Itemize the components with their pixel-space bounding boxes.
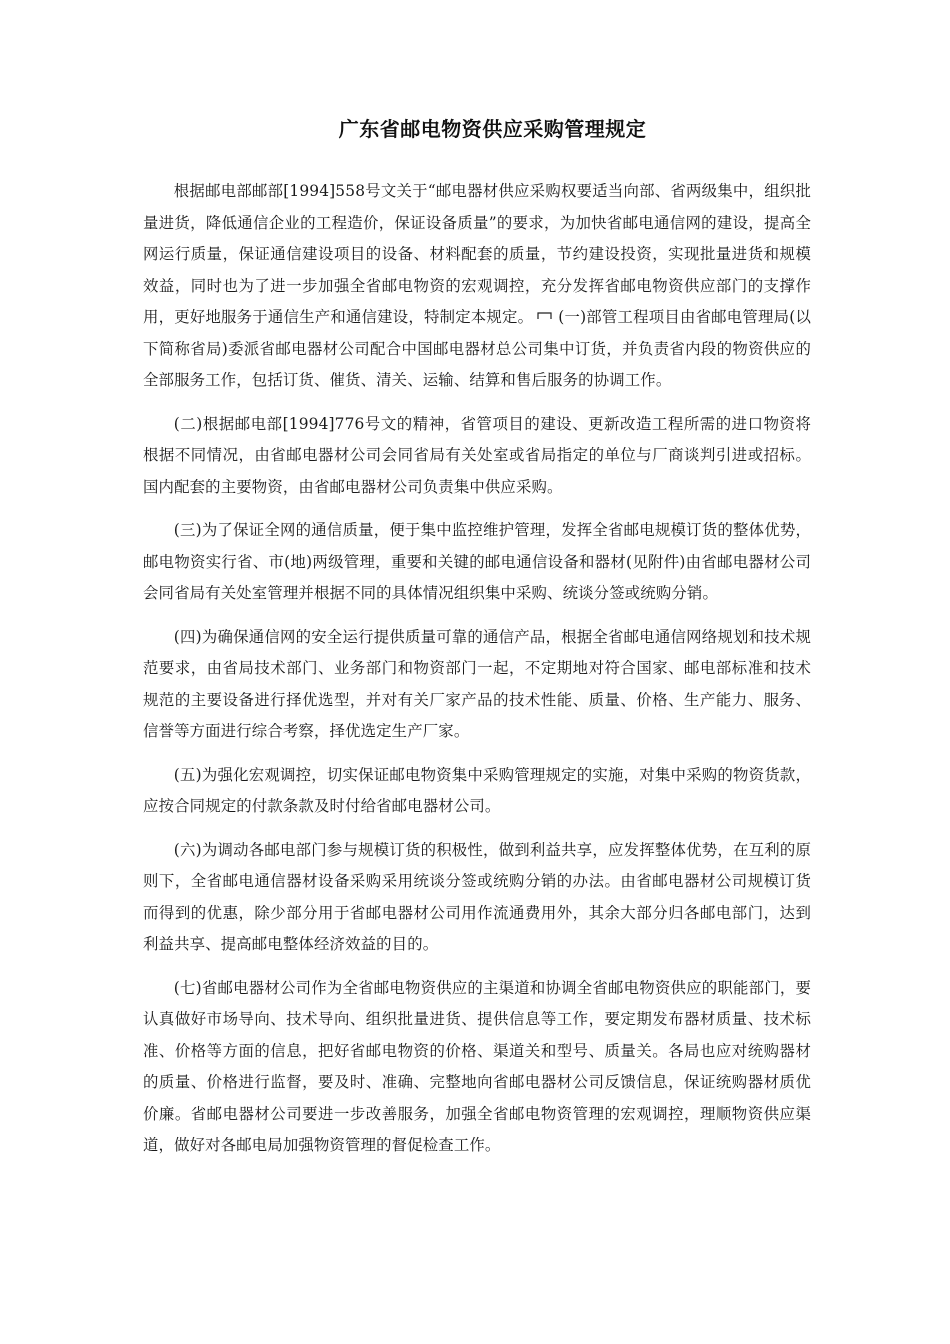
paragraph-7: (七)省邮电器材公司作为全省邮电物资供应的主渠道和协调全省邮电物资供应的职能部门，要认真做好市场导向、技术导向、组织批量进货、提供信息等工作，要定期发布器材质量、技术标准、价格等方面的信息，把好省邮电物资的价格、渠道关和型号、质量关。各局也应对统购器材的质量、价格进行监督，要及时、准确、完整地向省邮电器材公司反馈信息，保证统购器材质优价廉。省邮电器材公司要进一步改善服务，加强全省邮电物资管理的宏观调控，理顺物资供应渠道，做好对各邮电局加强物资管理的督促检查工作。	[143, 978, 811, 1154]
paragraph-intro	[143, 176, 811, 397]
document-body	[143, 176, 811, 1174]
paragraph-1-text: (一)部管工程项目由省邮电管理局(以下简称省局)委派省邮电器材公司配合中国邮电器材总公司集中订货，并负责省内段的物资供应的全部服务工作，包括订货、催货、清关、运输、结算和售后服务的协调工作。	[143, 308, 811, 389]
paragraph-intro-text: 根据邮电部邮部[1994]558号文关于“邮电器材供应采购权要适当向部、省两级集中，组织批量进货，降低通信企业的工程造价，保证设备质量”的要求，为加快省邮电通信网的建设，提高全网运行质量，保证通信建设项目的设备、材料配套的质量，节约建设投资，实现批量进货和规模效益，同时也为了进一步加强全省邮电物资的宏观调控，充分发挥省邮电物资供应部门的支撑作用，更好地服务于通信生产和通信建设，特制定本规定。	[143, 182, 811, 326]
document-title: 广东省邮电物资供应采购管理规定	[338, 117, 647, 141]
form-field-mark-icon	[537, 312, 552, 320]
paragraph-2: (二)根据邮电部[1994]776号文的精神，省管项目的建设、更新改造工程所需的进口物资将根据不同情况，由省邮电器材公司会同省局有关处室或省局指定的单位与厂商谈判引进或招标。国内配套的主要物资，由省邮电器材公司负责集中供应采购。	[143, 414, 811, 496]
paragraph-5: (五)为强化宏观调控，切实保证邮电物资集中采购管理规定的实施，对集中采购的物资货款，应按合同规定的付款条款及时付给省邮电器材公司。	[143, 765, 811, 815]
paragraph-4: (四)为确保通信网的安全运行提供质量可靠的通信产品，根据全省邮电通信网络规划和技术规范要求，由省局技术部门、业务部门和物资部门一起，不定期地对符合国家、邮电部标准和技术规范的主要设备进行择优选型，并对有关厂家产品的技术性能、质量、价格、生产能力、服务、信誉等方面进行综合考察，择优选定生产厂家。	[143, 627, 811, 740]
paragraph-3: (三)为了保证全网的通信质量，便于集中监控维护管理，发挥全省邮电规模订货的整体优势，邮电物资实行省、市(地)两级管理，重要和关键的邮电通信设备和器材(见附件)由省邮电器材公司会同省局有关处室管理并根据不同的具体情况组织集中采购、统谈分签或统购分销。	[143, 521, 811, 602]
paragraph-6: (六)为调动各邮电部门参与规模订货的积极性，做到利益共享，应发挥整体优势，在互利的原则下，全省邮电通信器材设备采购采用统谈分签或统购分销的办法。由省邮电器材公司规模订货而得到的优惠，除少部分用于省邮电器材公司用作流通费用外，其余大部分归各邮电部门，达到利益共享、提高邮电整体经济效益的目的。	[143, 840, 811, 953]
